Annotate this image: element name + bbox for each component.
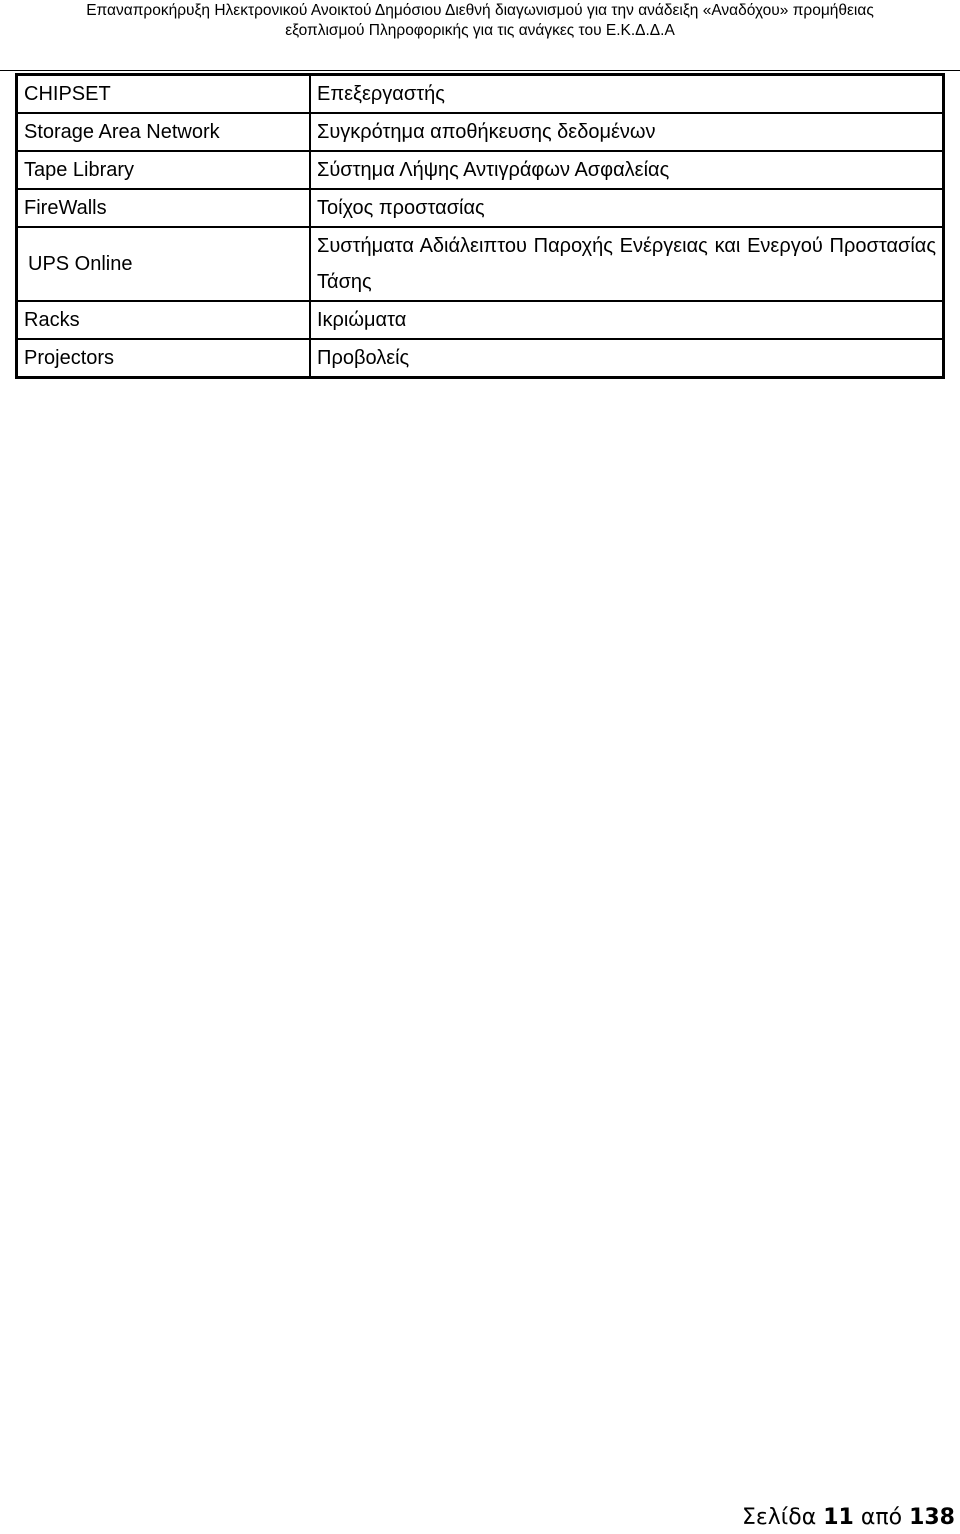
header-divider: [0, 70, 960, 71]
table-row: [17, 301, 944, 339]
table-row: [17, 339, 944, 378]
description-cell: Συγκρότημα αποθήκευσης δεδομένων: [310, 113, 944, 151]
term-cell: CHIPSET: [17, 75, 311, 114]
of-word: από: [860, 1505, 903, 1530]
current-page: 11: [823, 1505, 854, 1530]
description-cell: Τοίχος προστασίας: [310, 189, 944, 227]
table-row: [17, 189, 944, 227]
table-row: [17, 227, 944, 301]
term-cell: Racks: [17, 301, 311, 339]
total-pages: 138: [909, 1505, 955, 1530]
glossary-table: [15, 73, 945, 379]
description-cell: Προβολείς: [310, 339, 944, 378]
term-cell: Projectors: [17, 339, 311, 378]
header-line-1: Επαναπροκήρυξη Ηλεκτρονικού Ανοικτού Δημόσιου Διεθνή διαγωνισμού για την ανάδειξη «Αναδόχου» προμήθειας: [86, 2, 874, 19]
term-cell: FireWalls: [17, 189, 311, 227]
table-row: [17, 75, 944, 114]
table-row: [17, 151, 944, 189]
term-cell: UPS Online: [17, 227, 311, 301]
table-row: [17, 113, 944, 151]
header-line-2: εξοπλισμού Πληροφορικής για τις ανάγκες του Ε.Κ.Δ.Δ.Α: [285, 22, 675, 39]
term-cell: Storage Area Network: [17, 113, 311, 151]
description-cell: Ικριώματα: [310, 301, 944, 339]
description-cell: Σύστημα Λήψης Αντιγράφων Ασφαλείας: [310, 151, 944, 189]
page-word: Σελίδα: [742, 1505, 817, 1530]
page-header: [0, 0, 960, 41]
term-cell: Tape Library: [17, 151, 311, 189]
description-cell: Συστήματα Αδιάλειπτου Παροχής Ενέργειας και Ενεργού Προστασίας Τάσης: [310, 227, 944, 301]
description-cell: Επεξεργαστής: [310, 75, 944, 114]
page-number: [742, 1502, 955, 1534]
